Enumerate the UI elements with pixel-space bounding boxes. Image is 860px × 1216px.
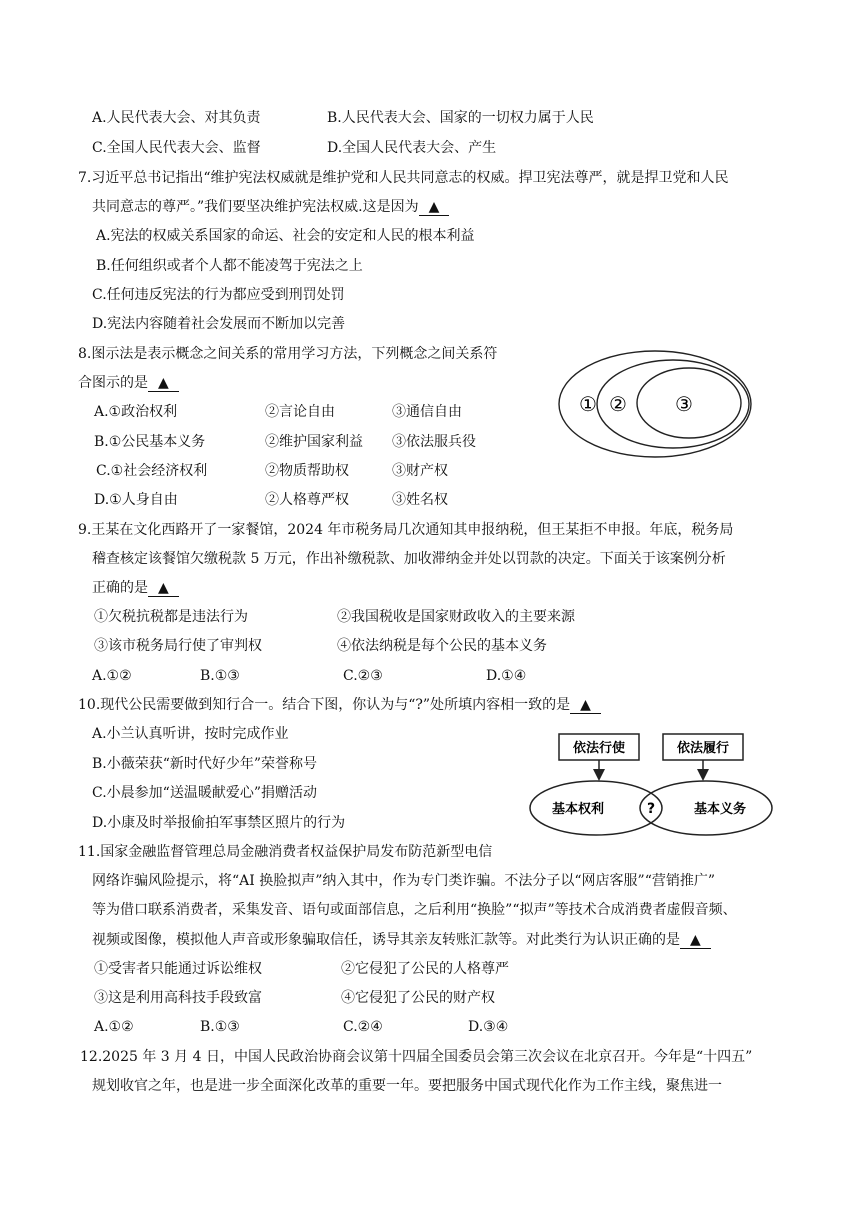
- q10-venn-diagram: [528, 730, 776, 838]
- q8-option-b-1: B.①公民基本义务: [94, 434, 206, 450]
- q7-option-b: B.任何组织或者个人都不能凌驾于宪法之上: [96, 258, 363, 274]
- q10-option-d: D.小康及时举报偷拍军事禁区照片的行为: [92, 815, 346, 831]
- q9-stem-line2: 稽查核定该餐馆欠缴税款 5 万元，作出补缴税款、加收滞纳金并处以罚款的决定。下面关于该案例分析: [92, 551, 726, 567]
- q6-option-c: C.全国人民代表大会、监督: [92, 140, 261, 156]
- q8-option-a-2: ②言论自由: [265, 404, 335, 420]
- q12-stem-line1: 12.2025 年 3 月 4 日，中国人民政治协商会议第十四届全国委员会第三次会议在北京召开。今年是“十四五”: [80, 1049, 753, 1065]
- q6-option-b: B.人民代表大会、国家的一切权力属于人民: [327, 110, 594, 126]
- q7-stem-text: 共同意志的尊严。”我们要坚决维护宪法权威.这是因为: [92, 199, 419, 215]
- q9-item-3: ③该市税务局行使了审判权: [94, 638, 262, 654]
- q10-option-a: A.小兰认真听讲，按时完成作业: [92, 726, 289, 742]
- q10-stem: [78, 695, 601, 715]
- q11-option-d: D.③④: [468, 1019, 509, 1035]
- q11-item-1: ①受害者只能通过诉讼维权: [94, 961, 262, 977]
- q9-option-c: C.②③: [343, 668, 383, 684]
- q8-option-c-2: ②物质帮助权: [265, 463, 349, 479]
- diagram-label-3: ③: [675, 392, 693, 416]
- basic-rights-label: 基本权利: [551, 802, 605, 817]
- q7-option-c: C.任何违反宪法的行为都应受到刑罚处罚: [92, 287, 345, 303]
- q11-option-c: C.②④: [343, 1019, 383, 1035]
- q11-option-a: A.①②: [94, 1019, 134, 1035]
- q9-answer-blank: ▲: [148, 580, 179, 597]
- q10-stem-text: 10.现代公民需要做到知行合一。结合下图，你认为与“?”处所填内容相一致的是: [78, 697, 571, 713]
- q11-item-2: ②它侵犯了公民的人格尊严: [341, 961, 509, 977]
- q9-item-4: ④依法纳税是每个公民的基本义务: [337, 638, 547, 654]
- q9-stem-line1: 9.王某在文化西路开了一家餐馆，2024 年市税务局几次通知其申报纳税，但王某拒不申报。年底，税务局: [78, 522, 734, 538]
- q9-stem-text: 正确的是: [92, 580, 148, 596]
- q6-option-d: D.全国人民代表大会、产生: [327, 140, 497, 156]
- q9-option-b: B.①③: [200, 668, 240, 684]
- diagram-label-1: ①: [579, 392, 597, 416]
- q7-option-a: A.宪法的权威关系国家的命运、社会的安定和人民的根本利益: [96, 228, 475, 244]
- q10-option-b: B.小薇荣获“新时代好少年”荣誉称号: [92, 756, 318, 772]
- q7-stem-line2: [92, 197, 449, 217]
- q11-stem-text: 视频或图像，模拟他人声音或形象骗取信任，诱导其亲友转账汇款等。对此类行为认识正确的是: [92, 932, 680, 948]
- q8-answer-blank: ▲: [148, 375, 179, 392]
- q11-stem-line3: 等为借口联系消费者，采集发音、语句或面部信息，之后利用“换脸”“拟声”等技术合成消费者虚假音频、: [92, 902, 737, 918]
- q7-stem-line1: 7.习近平总书记指出“维护宪法权威就是维护党和人民共同意志的权威。捍卫宪法尊严，就是捍卫党和人民: [78, 170, 729, 186]
- box-fulfill-lawfully-label: 依法履行: [676, 741, 730, 756]
- q8-stem-text: 合图示的是: [78, 375, 148, 391]
- q9-item-1: ①欠税抗税都是违法行为: [94, 609, 248, 625]
- q8-option-c-1: C.①社会经济权利: [96, 463, 208, 479]
- q11-option-b: B.①③: [200, 1019, 240, 1035]
- q8-nested-circles-diagram: [555, 348, 755, 460]
- basic-duties-label: 基本义务: [693, 802, 747, 817]
- q12-stem-line2: 规划收官之年，也是进一步全面深化改革的重要一年。要把服务中国式现代化作为工作主线，聚焦进一: [92, 1078, 722, 1094]
- q8-option-d-3: ③姓名权: [392, 492, 448, 508]
- q9-option-d: D.①④: [486, 668, 527, 684]
- q8-option-b-2: ②维护国家利益: [265, 434, 363, 450]
- q8-stem-line1: 8.图示法是表示概念之间关系的常用学习方法，下列概念之间关系符: [78, 346, 498, 362]
- q7-option-d: D.宪法内容随着社会发展而不断加以完善: [92, 316, 346, 332]
- q8-option-b-3: ③依法服兵役: [392, 434, 476, 450]
- q11-item-4: ④它侵犯了公民的财产权: [341, 990, 495, 1006]
- q11-stem-line1: 11.国家金融监督管理总局金融消费者权益保护局发布防范新型电信: [78, 844, 493, 860]
- q8-option-d-1: D.①人身自由: [94, 492, 178, 508]
- q6-option-a: A.人民代表大会、对其负责: [92, 110, 261, 126]
- q11-item-3: ③这是利用高科技手段致富: [94, 990, 262, 1006]
- q9-stem-line3: [92, 578, 179, 598]
- q8-stem-line2: [78, 373, 179, 393]
- q10-option-c: C.小晨参加“送温暖献爱心”捐赠活动: [92, 785, 317, 801]
- q7-answer-blank: ▲: [419, 199, 450, 216]
- q10-answer-blank: ▲: [570, 697, 601, 714]
- q9-item-2: ②我国税收是国家财政收入的主要来源: [337, 609, 575, 625]
- q11-answer-blank: ▲: [680, 932, 711, 949]
- q8-option-c-3: ③财产权: [392, 463, 448, 479]
- q11-stem-line2: 网络诈骗风险提示，将“AI 换脸拟声”纳入其中，作为专门类诈骗。不法分子以“网店客服”“营销推广”: [92, 873, 716, 889]
- box-exercise-lawfully-label: 依法行使: [572, 741, 626, 756]
- q8-option-d-2: ②人格尊严权: [265, 492, 349, 508]
- q11-stem-line4: [92, 930, 711, 950]
- diagram-label-2: ②: [609, 392, 627, 416]
- q9-option-a: A.①②: [92, 668, 132, 684]
- q8-option-a-3: ③通信自由: [392, 404, 462, 420]
- venn-question-mark: ?: [646, 801, 656, 817]
- q8-option-a-1: A.①政治权利: [94, 404, 178, 420]
